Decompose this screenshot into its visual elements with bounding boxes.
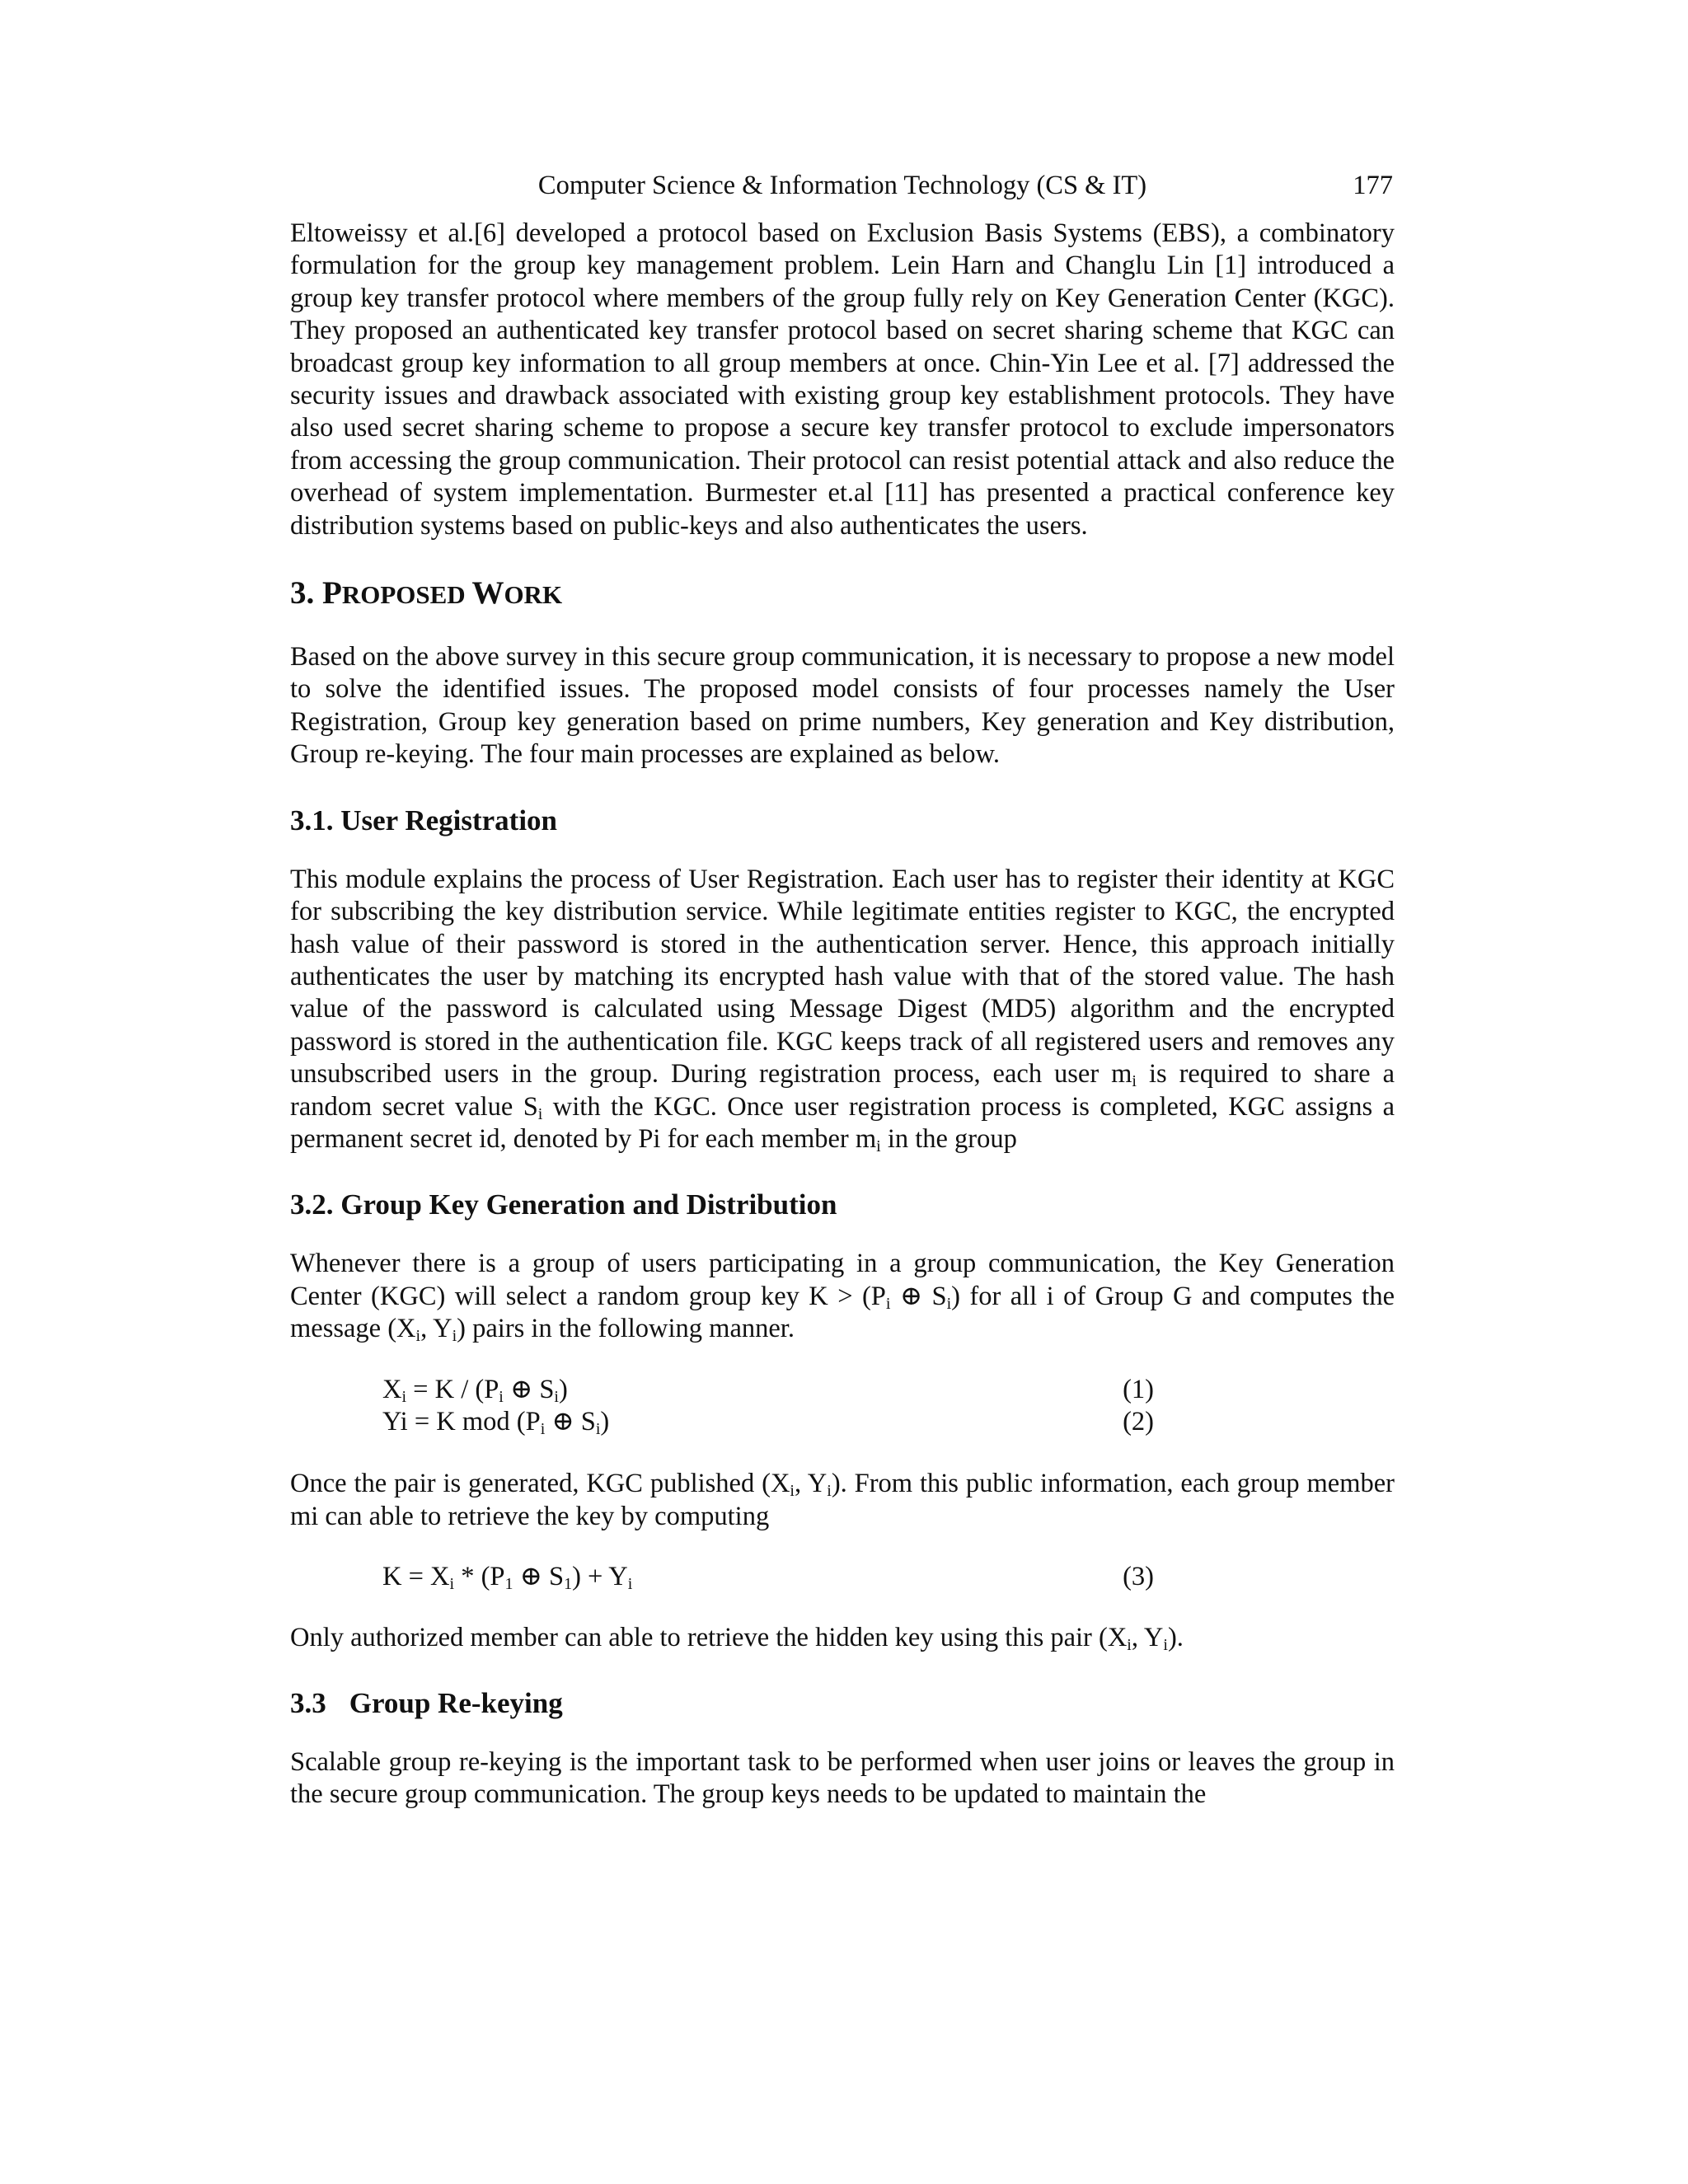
section-3-2-paragraph-2: Once the pair is generated, KGC published ($X_i$, $Y_i$). From this public information, each group member mi can able to retrieve the key by computing: [290, 1469, 1395, 1531]
equation-1: $X_i = K / (P_i$ ⊕ $S_i$) (1): [382, 1374, 1154, 1406]
section-3-2-heading: 3.2. Group Key Generation and Distribution: [290, 1188, 837, 1221]
running-title: Computer Science & Information Technology (CS & IT): [537, 171, 1147, 200]
section-3-1-heading: 3.1. User Registration: [290, 804, 558, 837]
section-3-heading: 3. PROPOSED WORK: [290, 575, 563, 612]
section-3-3-heading: 3.3 Group Re-keying: [290, 1686, 563, 1719]
section-3-2-paragraph-1: Whenever there is a group of users participating in a group communication, the Key Generation Center (KGC) will select a random group key $K > (P_i$ ⊕ $S_i$) for all i of Group G and computes the message ($X_i$, $Y_i$) pairs in the following manner.: [290, 1249, 1395, 1346]
section-3-3-paragraph: Scalable group re-keying is the important task to be performed when user joins or leaves the group in the secure group communication. The group keys needs to be updated to maintain the: [290, 1746, 1395, 1810]
equation-3: $K = X_i * (P_1$ ⊕ $S_1) + Y_i$ (3): [382, 1562, 1154, 1594]
section-3-2-paragraph-3: Only authorized member can able to retrieve the hidden key using this pair ($X_i$, $Y_i$).: [290, 1622, 1184, 1654]
running-header: [290, 170, 1395, 203]
equation-2: Yi = K mod ($P_i$ ⊕ $S_i$) (2): [382, 1406, 1154, 1438]
equation-1-number: (1): [1123, 1374, 1154, 1404]
section-3-paragraph: Based on the above survey in this secure group communication, it is necessary to propose a new model to solve the identified issues. The proposed model consists of four processes namely the User Registration, Group key generation based on prime numbers, Key generation and Key distribution, Group re-keying. The four main processes are explained as below.: [290, 642, 1395, 770]
section-3-1-paragraph: This module explains the process of User Registration. Each user has to register their identity at KGC for subscribing the key distribution service. While legitimate entities register to KGC, the encrypted hash value of their password is stored in the authentication server. Hence, this approach initially authenticates the user by matching its encrypted hash value with that of the stored value. The hash value of the password is calculated using Message Digest (MD5) algorithm and the encrypted password is stored in the authentication file. KGC keeps track of all registered users and removes any unsubscribed users in the group. During registration process, each user $m_i$ is required to share a random secret value $S_i$ with the KGC. Once user registration process is completed, KGC assigns a permanent secret id, denoted by Pi for each member $m_i$ in the group: [290, 864, 1395, 1155]
equation-3-number: (3): [1123, 1562, 1154, 1592]
equation-block-2: [290, 1561, 1395, 1593]
page: [290, 170, 1395, 1811]
intro-paragraph: Eltoweissy et al.[6] developed a protocol based on Exclusion Basis Systems (EBS), a combinatory formulation for the group key management problem. Lein Harn and Changlu Lin [1] introduced a group key transfer protocol where members of the group fully rely on Key Generation Center (KGC). They proposed an authenticated key transfer protocol based on secret sharing scheme that KGC can broadcast group key information to all group members at once. Chin-Yin Lee et al. [7] addressed the security issues and drawback associated with existing group key establishment protocols. They have also used secret sharing scheme to propose a secure key transfer protocol to exclude impersonators from accessing the group communication. Their protocol can resist potential attack and also reduce the overhead of system implementation. Burmester et.al [11] has presented a practical conference key distribution systems based on public-keys and also authenticates the users.: [290, 218, 1395, 541]
page-number: 177: [1353, 171, 1393, 200]
equation-block-1: [290, 1374, 1395, 1439]
equation-2-number: (2): [1123, 1406, 1154, 1436]
